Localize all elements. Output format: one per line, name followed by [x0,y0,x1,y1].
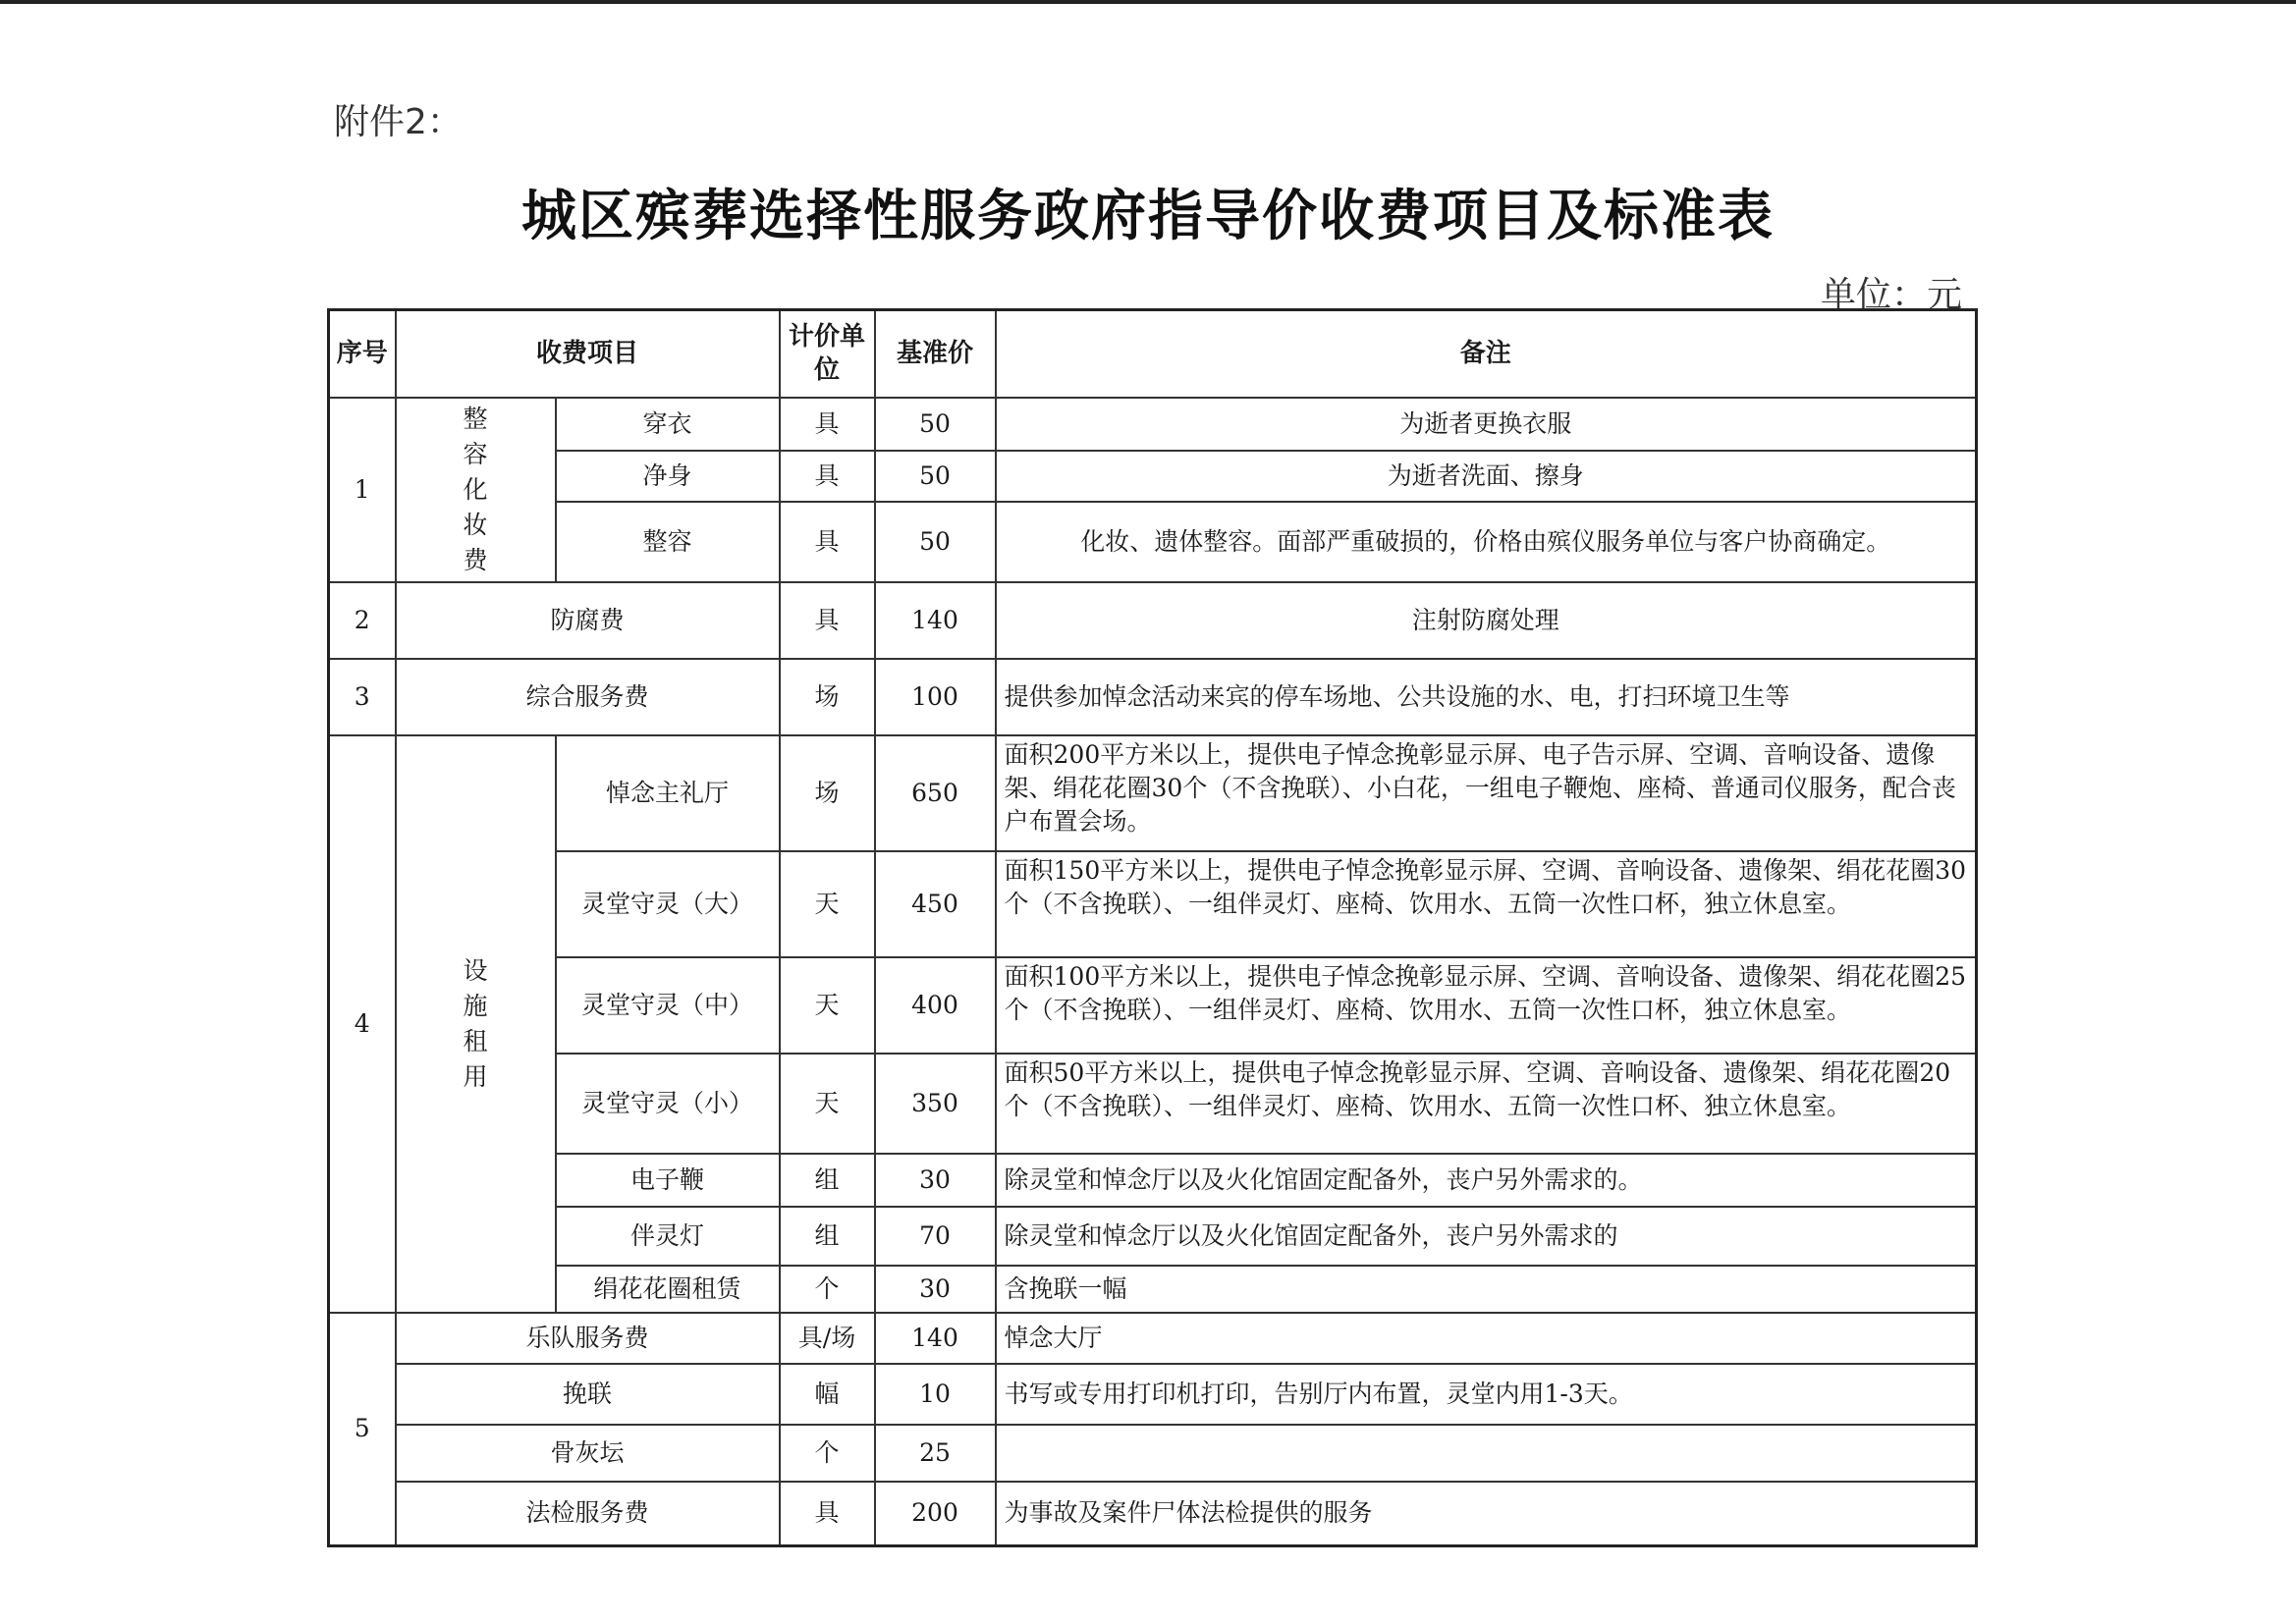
page-title: 城区殡葬选择性服务政府指导价收费项目及标准表 [521,184,1775,248]
item-price: 200 [875,1482,996,1546]
table-row [329,851,1977,957]
item-name: 整容 [556,502,780,582]
fee-table [327,308,1978,1547]
item-name: 骨灰坛 [396,1425,780,1482]
item-price: 30 [875,1154,996,1207]
item-unit: 天 [780,957,875,1054]
group-seq: 5 [329,1313,396,1546]
item-name: 绢花花圈租赁 [556,1266,780,1313]
item-price: 10 [875,1364,996,1425]
item-unit: 个 [780,1425,875,1482]
unit-label: 单位：元 [1820,275,1962,315]
item-name: 灵堂守灵（小） [556,1054,780,1154]
item-name: 挽联 [396,1364,780,1425]
table-row [329,957,1977,1054]
item-note: 含挽联一幅 [996,1266,1977,1313]
item-unit: 组 [780,1154,875,1207]
item-unit: 个 [780,1266,875,1313]
item-price: 450 [875,851,996,957]
item-unit: 天 [780,1054,875,1154]
item-name: 防腐费 [396,582,780,659]
item-price: 100 [875,659,996,735]
col-header-unit: 计价单位 [780,310,875,398]
item-price: 30 [875,1266,996,1313]
item-note: 除灵堂和悼念厅以及火化馆固定配备外，丧户另外需求的。 [996,1154,1977,1207]
table-row [329,451,1977,502]
item-note: 为逝者洗面、擦身 [996,451,1977,502]
item-unit: 具/场 [780,1313,875,1364]
attachment-label: 附件2： [334,102,463,142]
table-row [329,1154,1977,1207]
item-price: 140 [875,1313,996,1364]
table-row [329,659,1977,735]
scan-edge-line [0,0,2296,4]
table-row [329,1054,1977,1154]
item-note: 注射防腐处理 [996,582,1977,659]
item-note: 为逝者更换衣服 [996,398,1977,451]
item-name: 法检服务费 [396,1482,780,1546]
item-name: 灵堂守灵（大） [556,851,780,957]
table-row [329,1364,1977,1425]
item-name: 穿衣 [556,398,780,451]
item-note: 悼念大厅 [996,1313,1977,1364]
table-row [329,398,1977,451]
item-unit: 具 [780,1482,875,1546]
item-name: 灵堂守灵（中） [556,957,780,1054]
group-seq: 3 [329,659,396,735]
item-unit: 组 [780,1207,875,1266]
item-note: 为事故及案件尸体法检提供的服务 [996,1482,1977,1546]
table-row [329,582,1977,659]
item-name: 电子鞭 [556,1154,780,1207]
item-unit: 场 [780,735,875,851]
col-header-price: 基准价 [875,310,996,398]
table-row [329,502,1977,582]
group-seq: 2 [329,582,396,659]
item-price: 70 [875,1207,996,1266]
item-note [996,1425,1977,1482]
item-name: 悼念主礼厅 [556,735,780,851]
item-unit: 天 [780,851,875,957]
item-note: 面积150平方米以上，提供电子悼念挽彰显示屏、空调、音响设备、遗像架、绢花花圈30个（不含挽联）、一组伴灵灯、座椅、饮用水、五筒一次性口杯，独立休息室。 [996,851,1977,957]
item-unit: 幅 [780,1364,875,1425]
item-name: 净身 [556,451,780,502]
table-row [329,1425,1977,1482]
item-note: 除灵堂和悼念厅以及火化馆固定配备外，丧户另外需求的 [996,1207,1977,1266]
group-seq: 1 [329,398,396,582]
item-price: 400 [875,957,996,1054]
table-row [329,1482,1977,1546]
col-header-seq: 序号 [329,310,396,398]
item-price: 50 [875,398,996,451]
item-price: 650 [875,735,996,851]
item-price: 25 [875,1425,996,1482]
item-price: 50 [875,451,996,502]
col-header-note: 备注 [996,310,1977,398]
item-note: 化妆、遗体整容。面部严重破损的，价格由殡仪服务单位与客户协商确定。 [996,502,1977,582]
item-note: 面积50平方米以上，提供电子悼念挽彰显示屏、空调、音响设备、遗像架、绢花花圈20个（不含挽联）、一组伴灵灯、座椅、饮用水、五筒一次性口杯、独立休息室。 [996,1054,1977,1154]
item-name: 乐队服务费 [396,1313,780,1364]
item-price: 140 [875,582,996,659]
table-row [329,1207,1977,1266]
item-note: 书写或专用打印机打印，告别厅内布置，灵堂内用1-3天。 [996,1364,1977,1425]
item-unit: 具 [780,398,875,451]
item-name: 综合服务费 [396,659,780,735]
item-note: 提供参加悼念活动来宾的停车场地、公共设施的水、电，打扫环境卫生等 [996,659,1977,735]
table-header-row [329,310,1977,398]
item-price: 50 [875,502,996,582]
item-note: 面积100平方米以上，提供电子悼念挽彰显示屏、空调、音响设备、遗像架、绢花花圈25个（不含挽联）、一组伴灵灯、座椅、饮用水、五筒一次性口杯，独立休息室。 [996,957,1977,1054]
group-name: 设施租用 [396,735,556,1313]
item-note: 面积200平方米以上，提供电子悼念挽彰显示屏、电子告示屏、空调、音响设备、遗像架、绢花花圈30个（不含挽联）、小白花，一组电子鞭炮、座椅、普通司仪服务，配合丧户布置会场。 [996,735,1977,851]
item-unit: 场 [780,659,875,735]
group-name: 整容化妆费 [396,398,556,582]
col-header-item: 收费项目 [396,310,780,398]
item-unit: 具 [780,502,875,582]
item-name: 伴灵灯 [556,1207,780,1266]
item-unit: 具 [780,451,875,502]
table-row [329,1266,1977,1313]
table-row [329,1313,1977,1364]
item-price: 350 [875,1054,996,1154]
table-row [329,735,1977,851]
item-unit: 具 [780,582,875,659]
group-seq: 4 [329,735,396,1313]
